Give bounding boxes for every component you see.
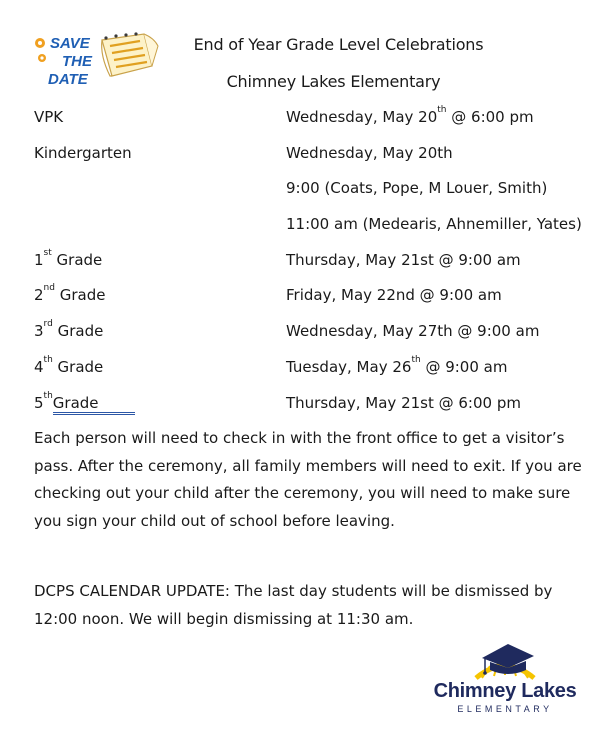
schedule-row — [34, 354, 594, 394]
schedule-row — [34, 247, 594, 287]
schedule-row — [34, 390, 594, 430]
school-subtitle: Chimney Lakes Elementary — [226, 72, 441, 91]
logo-date-text: DATE — [48, 71, 88, 88]
event-time: Wednesday, May 27th @ 9:00 am — [286, 322, 540, 341]
schedule-row — [34, 215, 594, 251]
grade-label: 2nd Grade — [34, 283, 106, 305]
grade-label: 5thGrade — [34, 394, 135, 415]
event-time: Wednesday, May 20th @ 6:00 pm — [286, 105, 534, 126]
school-logo-name: Chimney Lakes — [433, 680, 577, 702]
grade-label: 3rd Grade — [34, 319, 104, 341]
event-time: 11:00 am (Medearis, Ahnemiller, Yates) — [286, 215, 582, 234]
grade-label: Kindergarten — [34, 143, 132, 162]
schedule-row — [34, 144, 594, 180]
page-title: End of Year Grade Level Celebrations — [193, 35, 484, 54]
school-logo — [430, 640, 580, 720]
logo-the-text: THE — [62, 53, 92, 70]
event-time: Tuesday, May 26th @ 9:00 am — [286, 354, 508, 376]
logo-save-text: SAVE — [50, 35, 90, 52]
schedule-row — [34, 319, 594, 358]
grade-label: 1st Grade — [34, 247, 103, 269]
event-time: Wednesday, May 20th — [286, 143, 453, 162]
event-time: Thursday, May 21st @ 6:00 pm — [286, 393, 521, 412]
school-logo-subtitle: ELEMENTARY — [457, 704, 553, 714]
event-time: 9:00 (Coats, Pope, M Louer, Smith) — [286, 179, 548, 198]
schedule-row — [34, 283, 594, 322]
schedule-row — [34, 105, 594, 144]
grade-label: VPK — [34, 108, 64, 126]
grade-label: 4th Grade — [34, 354, 104, 376]
event-time: Friday, May 22nd @ 9:00 am — [286, 286, 502, 305]
calendar-update-paragraph: DCPS CALENDAR UPDATE: The last day students will be dismissed by 12:00 noon. We will begin dismissing at 11:30 am. — [34, 582, 553, 628]
graduation-cap-icon — [430, 640, 580, 682]
schedule-row — [34, 179, 594, 215]
schedule-list — [34, 105, 594, 429]
event-time: Thursday, May 21st @ 9:00 am — [286, 250, 521, 269]
gear-icon — [35, 38, 46, 62]
visitor-paragraph: Each person will need to check in with the front office to get a visitor’s pass. After the ceremony, all family members will need to exit. If you are checking out your child after the ceremony, you will need to make sure you sign your child out of school before leaving. — [34, 429, 582, 530]
